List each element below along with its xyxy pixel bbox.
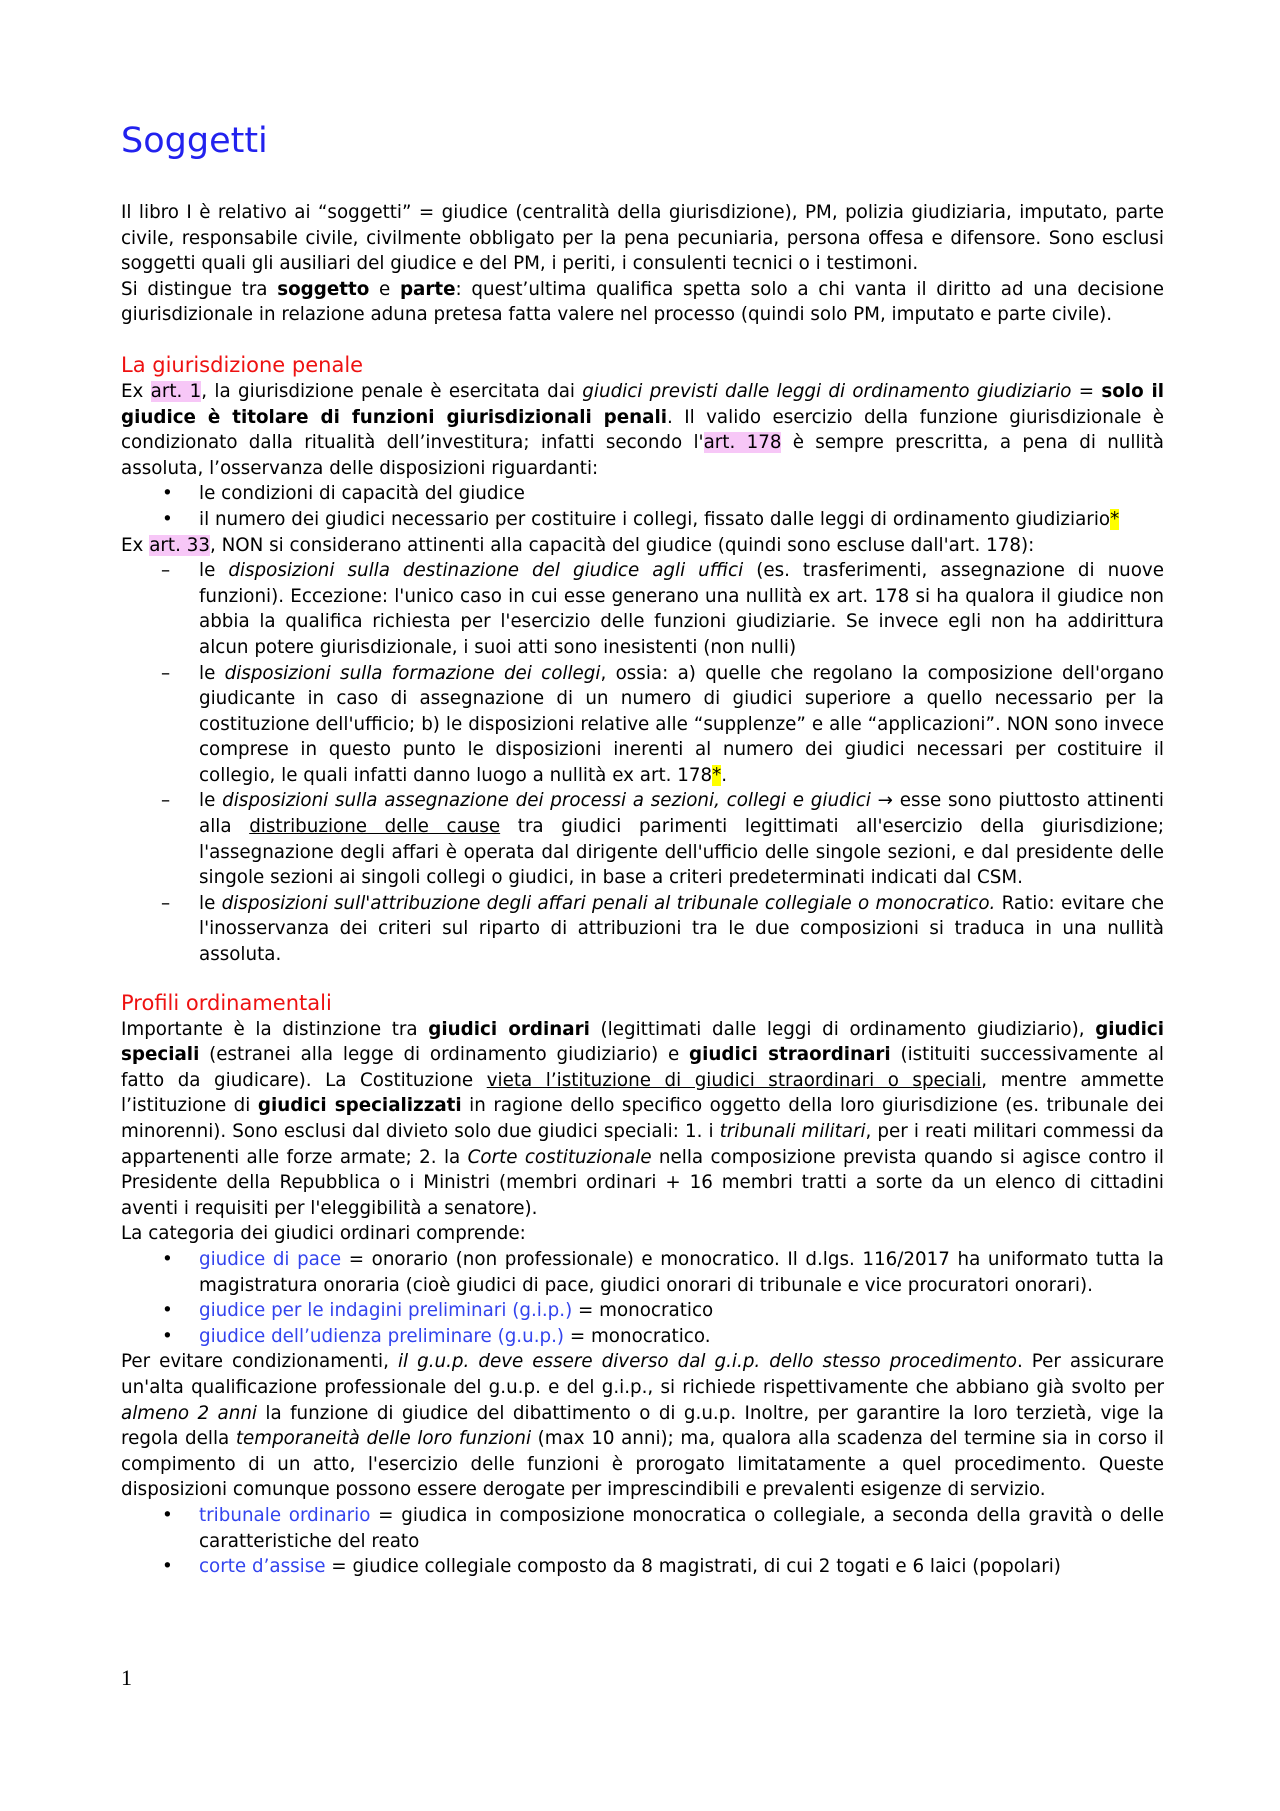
list-item: • giudice di pace = onorario (non professionale) e monocratico. Il d.lgs. 116/2017 ha uniformato tutta la magistratura onoraria (cioè giudici di pace, giudici onorari di tribunale e vice procuratori onorari). <box>121 1247 1164 1298</box>
list-item: • le condizioni di capacità del giudice <box>121 481 1164 507</box>
intro-paragraph-2: Si distingue tra soggetto e parte: quest’ultima qualifica spetta solo a chi vanta il diritto ad una decisione giurisdizionale in relazione aduna pretesa fatta valere nel processo (quindi solo PM, imputato e parte civile). <box>121 278 1165 326</box>
list-item: • giudice per le indagini preliminari (g.i.p.) = monocratico <box>121 1298 1164 1324</box>
giurisdizione-paragraph-2: Ex art. 33, NON si considerano attinenti alla capacità del giudice (quindi sono escluse dall'art. 178): <box>121 534 1035 556</box>
asterisk-marker: * <box>1110 508 1120 530</box>
page-content <box>121 120 1164 1580</box>
page-title: Soggetti <box>121 121 268 161</box>
intro-paragraph: Il libro I è relativo ai “soggetti” = giudice (centralità della giurisdizione), PM, polizia giudiziaria, imputato, parte civile, responsabile civile, civilmente obbligato per la pena pecuniaria, persona offesa e difensore. Sono esclusi soggetti quali gli ausiliari del giudice e del PM, i periti, i consulenti tecnici o i testimoni. <box>121 202 1164 275</box>
list-item: – le disposizioni sulla formazione dei collegi, ossia: a) quelle che regolano la composizione dell'organo giudicante in caso di assegnazione di un numero di giudici superiore a quello necessario per la costituzione dell'ufficio; b) le disposizioni relative alle “supplenze” e alle “applicazioni”. NON sono invece comprese in questo punto le disposizioni inerenti al numero dei giudici necessari per costituire il collegio, le quali infatti danno luogo a nullità ex art. 178*. <box>121 661 1164 789</box>
list-item: • tribunale ordinario = giudica in composizione monocratica o collegiale, a seconda della gravità o delle caratteristiche del reato <box>121 1503 1164 1554</box>
article-reference: art. 178 <box>703 432 782 454</box>
list-item: – le disposizioni sulla destinazione del giudice agli uffici (es. trasferimenti, assegnazione di nuove funzioni). Eccezione: l'unico caso in cui esse generano una nullità ex art. 178 si ha qualora il giudice non abbia la qualifica richiesta per l'esercizio delle funzioni giudiziarie. Se invece egli non ha addirittura alcun potere giurisdizionale, i suoi atti sono inesistenti (non nulli) <box>121 558 1164 660</box>
bullet-list <box>121 1247 1164 1349</box>
page-number: 1 <box>121 1665 132 1690</box>
list-item: • corte d’assise = giudice collegiale composto da 8 magistrati, di cui 2 togati e 6 laici (popolari) <box>121 1554 1164 1580</box>
section-heading-giurisdizione: La giurisdizione penale <box>121 352 364 377</box>
section-heading-profili: Profili ordinamentali <box>121 990 332 1015</box>
article-reference: art. 1 <box>150 380 202 402</box>
list-item: – le disposizioni sulla assegnazione dei processi a sezioni, collegi e giudici → esse sono piuttosto attinenti alla distribuzione delle cause tra giudici parimenti legittimati all'esercizio della giurisdizione; l'assegnazione degli affari è operata dal dirigente dell'ufficio delle singole sezioni, e dal presidente delle singole sezioni ai singoli collegi o giudici, in base a criteri predeterminati indicati dal CSM. <box>121 788 1164 890</box>
bullet-list <box>121 1503 1164 1580</box>
profili-paragraph-3: Per evitare condizionamenti, il g.u.p. deve essere diverso dal g.i.p. dello stesso procedimento. Per assicurare un'alta qualificazione professionale del g.u.p. e del g.i.p., si richiede rispettivamente che abbiano già svolto per almeno 2 anni la funzione di giudice del dibattimento o di g.u.p. Inoltre, per garantire la loro terzietà, vige la regola della temporaneità delle loro funzioni (max 10 anni); ma, qualora alla scadenza del termine sia in corso il compimento di un atto, l'esercizio delle funzioni è prorogato limitatamente a quel procedimento. Queste disposizioni comunque possono essere derogate per imprescindibili e prevalenti esigenze di servizio. <box>121 1351 1164 1501</box>
article-reference: art. 33 <box>149 534 210 556</box>
profili-paragraph-2: La categoria dei giudici ordinari comprende: <box>121 1223 526 1245</box>
asterisk-marker: * <box>712 764 722 786</box>
list-item: • il numero dei giudici necessario per costituire i collegi, fissato dalle leggi di ordinamento giudiziario* <box>121 507 1164 533</box>
dash-list <box>121 558 1164 968</box>
profili-paragraph: Importante è la distinzione tra giudici ordinari (legittimati dalle leggi di ordinamento giudiziario), giudici speciali (estranei alla legge di ordinamento giudiziario) e giudici straordinari (istituiti successivamente al fatto da giudicare). La Costituzione vieta l’istituzione di giudici straordinari o speciali, mentre ammette l’istituzione di giudici specializzati in ragione dello specifico oggetto della loro giurisdizione (es. tribunale dei minorenni). Sono esclusi dal divieto solo due giudici speciali: 1. i tribunali militari, per i reati militari commessi da appartenenti alle forze armate; 2. la Corte costituzionale nella composizione prevista quando si agisce contro il Presidente della Repubblica o i Ministri (membri ordinari + 16 membri tratti a sorte da un elenco di cittadini aventi i requisiti per l'eleggibilità a senatore). <box>121 1018 1165 1219</box>
list-item: • giudice dell’udienza preliminare (g.u.p.) = monocratico. <box>121 1324 1164 1350</box>
list-item: – le disposizioni sull'attribuzione degli affari penali al tribunale collegiale o monocratico. Ratio: evitare che l'inosservanza dei criteri sul riparto di attribuzioni tra le due composizioni si traduca in una nullità assoluta. <box>121 891 1164 968</box>
giurisdizione-paragraph: Ex art. 1, la giurisdizione penale è esercitata dai giudici previsti dalle leggi di ordinamento giudiziario = solo il giudice è titolare di funzioni giurisdizionali penali. Il valido esercizio della funzione giurisdizionale è condizionato dalla ritualità dell’investitura; infatti secondo l'art. 178 è sempre prescritta, a pena di nullità assoluta, l’osservanza delle disposizioni riguardanti: <box>121 380 1165 479</box>
bullet-list <box>121 481 1164 532</box>
